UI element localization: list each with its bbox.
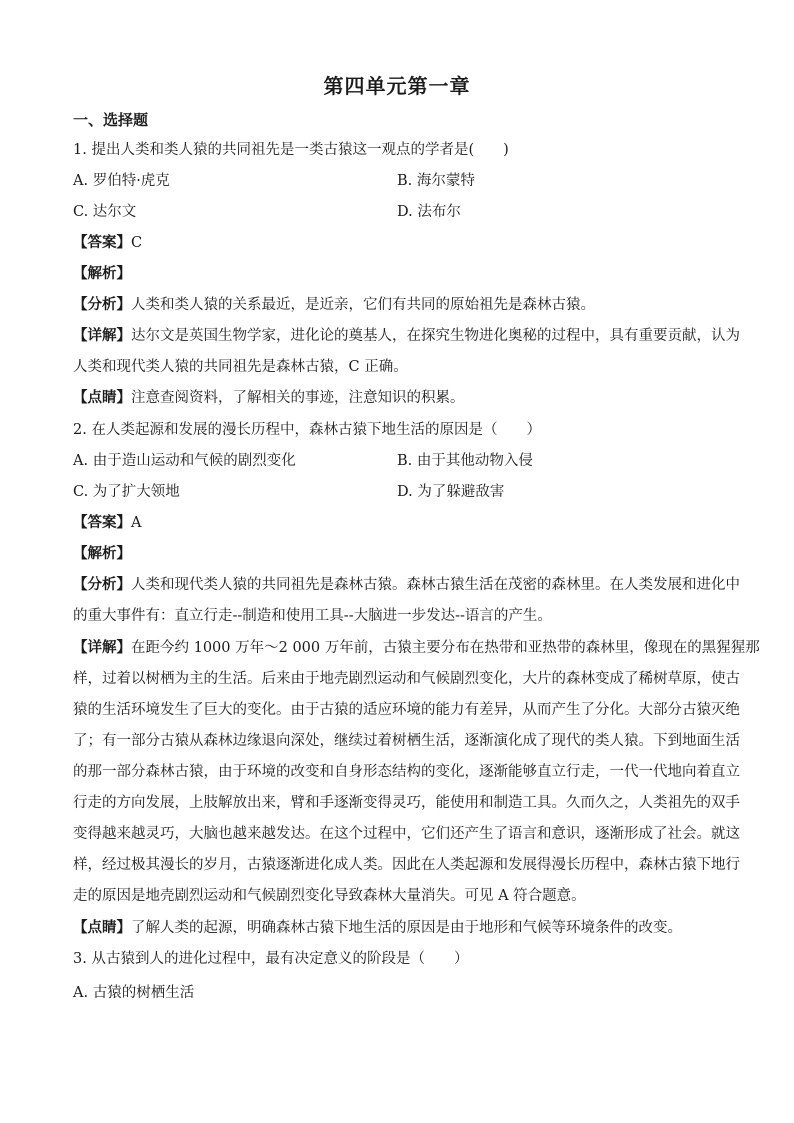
q2-xiangjie xyxy=(73,638,760,658)
q1-option-c: C. 达尔文 xyxy=(73,204,137,220)
q1-analysis-heading xyxy=(73,264,723,284)
q2-option-b: B. 由于其他动物入侵 xyxy=(397,453,533,469)
q2-analysis-heading xyxy=(73,544,723,564)
analysis-tag: 【解析】 xyxy=(73,265,131,282)
dianjing-text: 了解人类的起源，明确森林古猿下地生活的原因是由于地形和气候等环境条件的改变。 xyxy=(131,920,682,936)
q2-xiangjie-line-4: 了；有一部分古猿从森林边缘退向深处，继续过着树栖生活，逐渐演化成了现代的类人猿。下到地面生活 xyxy=(73,733,740,749)
q1-option-d: D. 法布尔 xyxy=(397,204,461,220)
answer-tag: 【答案】 xyxy=(73,234,131,251)
dianjing-text: 注意查阅资料，了解相关的事迹，注意知识的积累。 xyxy=(131,390,465,406)
xiangjie-text: 在距今约 1000 万年～2 000 万年前，古猿主要分布在热带和亚热带的森林里，像现在的黑猩猩那 xyxy=(131,640,760,656)
page-title: 第四单元第一章 xyxy=(323,74,471,98)
q1-option-b: B. 海尔蒙特 xyxy=(397,173,475,189)
q3-option-a: A. 古猿的树栖生活 xyxy=(73,985,195,1001)
q2-xiangjie-line-6: 行走的方向发展，上肢解放出来，臂和手逐渐变得灵巧，能使用和制造工具。久而久之，人类祖先的双手 xyxy=(73,795,740,811)
q1-stem: 1. 提出人类和类人猿的共同祖先是一类古猿这一观点的学者是( ) xyxy=(73,142,509,158)
q2-option-a: A. 由于造山运动和气候的剧烈变化 xyxy=(73,453,296,469)
q3-stem: 3. 从古猿到人的进化过程中，最有决定意义的阶段是（ ） xyxy=(73,951,469,967)
dianjing-tag: 【点睛】 xyxy=(73,919,131,936)
answer-tag: 【答案】 xyxy=(73,514,131,531)
xiangjie-tag: 【详解】 xyxy=(73,327,131,344)
fenxi-text: 人类和现代类人猿的共同祖先是森林古猿。森林古猿生活在茂密的森林里。在人类发展和进化中 xyxy=(131,577,740,593)
fenxi-tag: 【分析】 xyxy=(73,296,131,313)
q1-fenxi xyxy=(73,295,723,315)
q2-fenxi xyxy=(73,575,740,595)
fenxi-tag: 【分析】 xyxy=(73,576,131,593)
fenxi-text: 人类和类人猿的关系最近，是近亲，它们有共同的原始祖先是森林古猿。 xyxy=(131,297,595,313)
q2-xiangjie-line-7: 变得越来越灵巧，大脑也越来越发达。在这个过程中，它们还产生了语言和意识，逐渐形成了社会。就这 xyxy=(73,826,740,842)
q2-dianjing xyxy=(73,918,723,938)
q2-xiangjie-line-9: 走的原因是地壳剧烈运动和气候剧烈变化导致森林大量消失。可见 A 符合题意。 xyxy=(73,888,586,904)
q2-xiangjie-line-2: 样，过着以树栖为主的生活。后来由于地壳剧烈运动和气候剧烈变化，大片的森林变成了稀树草原，使古 xyxy=(73,671,740,687)
q1-xiangjie-cont: 人类和现代类人猿的共同祖先是森林古猿，C 正确。 xyxy=(73,359,408,375)
answer-value: C xyxy=(131,235,143,251)
q2-option-d: D. 为了躲避敌害 xyxy=(397,484,505,500)
q1-option-a: A. 罗伯特·虎克 xyxy=(73,173,170,189)
q2-xiangjie-line-5: 的那一部分森林古猿，由于环境的改变和自身形态结构的变化，逐渐能够直立行走，一代一代地向着直立 xyxy=(73,764,740,780)
q1-dianjing xyxy=(73,388,723,408)
q2-stem: 2. 在人类起源和发展的漫长历程中，森林古猿下地生活的原因是（ ） xyxy=(73,422,541,438)
xiangjie-text: 达尔文是英国生物学家，进化论的奠基人，在探究生物进化奥秘的过程中，具有重要贡献，认为 xyxy=(131,328,740,344)
q1-xiangjie xyxy=(73,326,740,346)
q2-xiangjie-line-3: 猿的生活环境发生了巨大的变化。由于古猿的适应环境的能力有差异，从而产生了分化。大部分古猿灭绝 xyxy=(73,702,740,718)
xiangjie-tag: 【详解】 xyxy=(73,639,131,656)
q2-fenxi-cont: 的重大事件有：直立行走--制造和使用工具--大脑进一步发达--语言的产生。 xyxy=(73,608,552,624)
q1-answer xyxy=(73,233,723,253)
section-heading: 一、选择题 xyxy=(73,111,149,129)
q2-xiangjie-line-8: 样，经过极其漫长的岁月，古猿逐渐进化成人类。因此在人类起源和发展得漫长历程中，森林古猿下地行 xyxy=(73,857,740,873)
answer-value: A xyxy=(131,515,142,531)
q2-answer xyxy=(73,513,723,533)
q2-option-c: C. 为了扩大领地 xyxy=(73,484,180,500)
analysis-tag: 【解析】 xyxy=(73,545,131,562)
dianjing-tag: 【点睛】 xyxy=(73,389,131,406)
